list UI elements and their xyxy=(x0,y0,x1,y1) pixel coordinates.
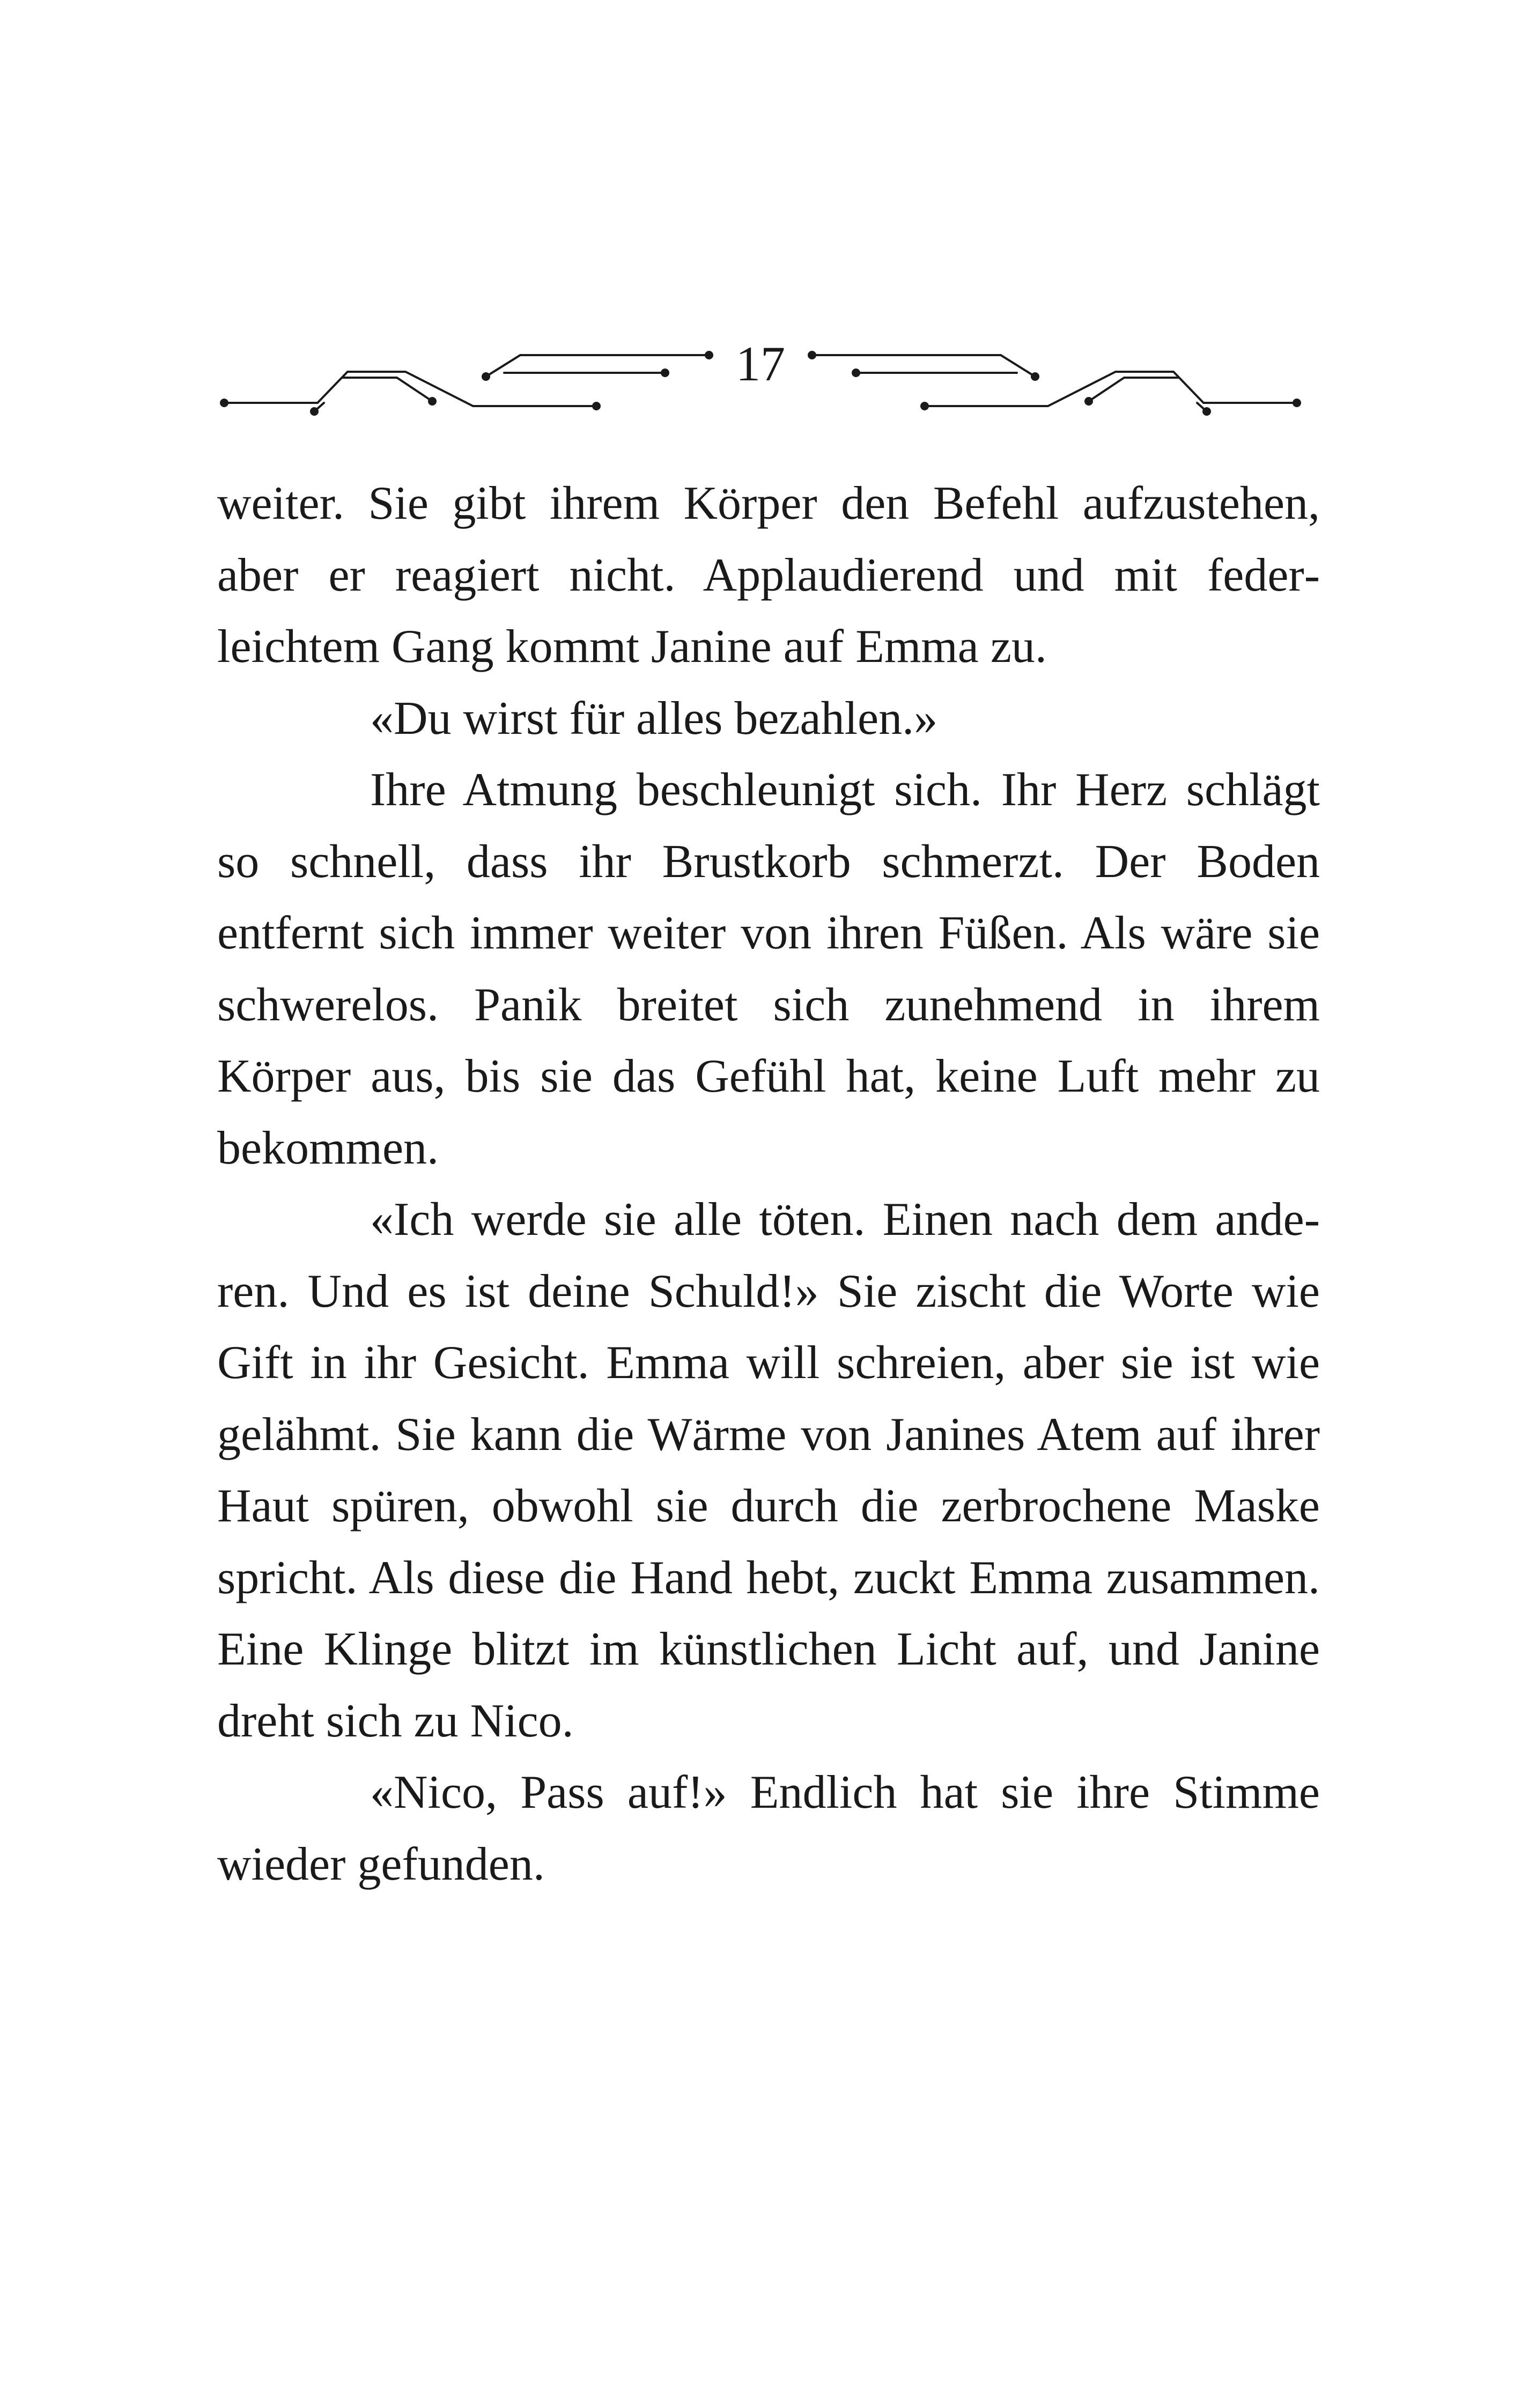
paragraph: «Ich werde sie alle töten. Einen nach dem anderen. Und es ist deine Schuld!» Sie zischt die Worte wie Gift in ihr Gesicht. Emma will schreien, aber sie ist wie gelähmt. Sie kann die Wärme von Janines Atem auf ihrer Haut spüren, obwohl sie durch die zerbrochene Maske spricht. Als diese die Hand hebt, zuckt Emma zusammen. Eine Klinge blitzt im künstlichen Licht auf, und Janine dreht sich zu Nico. xyxy=(217,1194,1320,1747)
paragraph: «Du wirst für alles bezahlen.» xyxy=(370,692,938,745)
left-circuit-ornament-icon xyxy=(224,355,709,411)
page-number: 17 xyxy=(736,336,785,391)
paragraph: weiter. Sie gibt ihrem Körper den Befehl aufzustehen, aber er reagiert nicht. Applaudierend und mit federleichtem Gang kommt Janine auf Emma zu. xyxy=(217,477,1320,673)
paragraph: «Nico, Pass auf!» Endlich hat sie ihre Stimme wieder gefunden. xyxy=(217,1766,1320,1890)
right-circuit-ornament-icon xyxy=(812,355,1297,411)
paragraph: Ihre Atmung beschleunigt sich. Ihr Herz schlägt so schnell, dass ihr Brustkorb schmerzt. Der Boden entfernt sich immer weiter von ihren Füßen. Als wäre sie schwerelos. Panik breitet sich zunehmend in ihrem Körper aus, bis sie das Gefühl hat, keine Luft mehr zu bekommen. xyxy=(217,764,1320,1174)
body-text xyxy=(217,468,1320,1900)
